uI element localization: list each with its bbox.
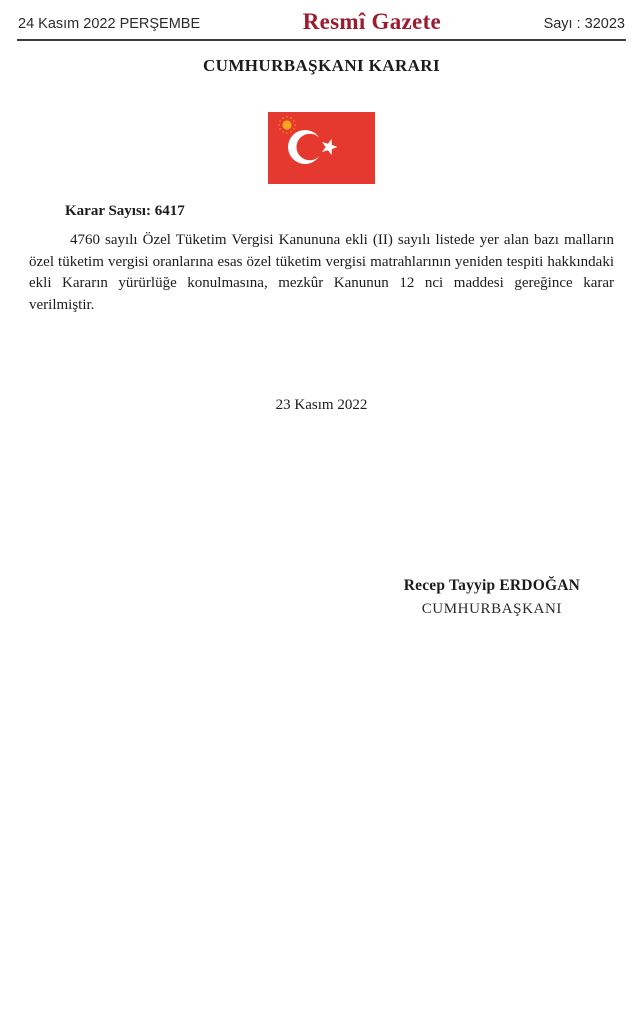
decision-date: 23 Kasım 2022 — [275, 397, 368, 413]
masthead-issue-number: Sayı : 32023 — [543, 16, 625, 32]
turkish-presidential-flag-icon — [268, 112, 375, 184]
gazette-masthead — [0, 0, 643, 34]
decision-body-text: 4760 sayılı Özel Tüketim Vergisi Kanununa ekli (II) sayılı listede yer alan bazı malların özel tüketim vergisi oranlarına esas özel tüketim vergisi matrahlarının yeniden tespiti hakkındaki ekli Kararın yürürlüğe konulmasına, mezkûr Kanunun 12 nci maddesi gereğince karar verilmiştir. — [29, 232, 614, 313]
decision-number: Karar Sayısı: 6417 — [65, 203, 185, 219]
gazette-title: Resmî Gazete — [302, 9, 442, 34]
signature-name: Recep Tayyip ERDOĞAN — [403, 577, 580, 594]
signature-block — [404, 575, 580, 621]
flag-container — [0, 112, 643, 184]
document-heading: CUMHURBAŞKANI KARARI — [202, 56, 441, 75]
sun-icon — [282, 120, 291, 129]
masthead-divider — [17, 39, 626, 41]
crescent-inner — [297, 134, 324, 161]
masthead-date: 24 Kasım 2022 PERŞEMBE — [18, 16, 201, 32]
signature-title: CUMHURBAŞKANI — [421, 601, 563, 617]
